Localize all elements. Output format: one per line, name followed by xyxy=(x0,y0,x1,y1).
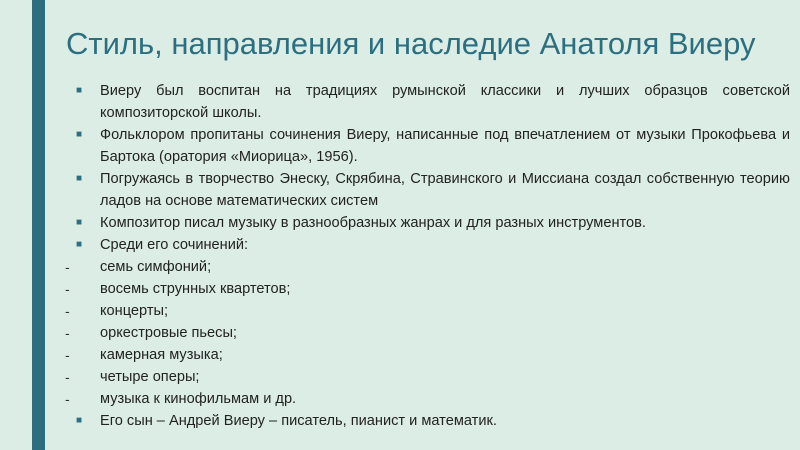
list-item xyxy=(76,80,790,124)
list-item-text: Композитор писал музыку в разнообразных жанрах и для разных инструментов. xyxy=(100,215,646,231)
sub-list-item xyxy=(65,344,790,366)
sub-list-item xyxy=(65,366,790,388)
sub-list-item xyxy=(65,388,790,410)
square-bullet-icon: ■ xyxy=(76,173,83,184)
dash-icon: - xyxy=(65,303,70,319)
list-item-text: концерты; xyxy=(100,303,169,319)
list-item-text: восемь струнных квартетов; xyxy=(100,281,291,297)
square-bullet-icon: ■ xyxy=(76,415,83,426)
sub-list-item xyxy=(65,256,790,278)
list-item-text: музыка к кинофильмам и др. xyxy=(100,391,297,407)
list-item-text: семь симфоний; xyxy=(100,259,212,275)
list-item xyxy=(76,234,790,256)
sub-list-item xyxy=(65,322,790,344)
list-item xyxy=(76,168,790,212)
list-item-text: Среди его сочинений: xyxy=(100,237,249,253)
sub-list-item xyxy=(65,300,790,322)
list-item-text: Фольклором пропитаны сочинения Виеру, написанные под впечатлением от музыки Прокофьева и Бартока (оратория «Миорица», 1956). xyxy=(100,127,790,165)
list-item-text: Виеру был воспитан на традициях румынской классики и лучших образцов советской композиторской школы. xyxy=(100,83,790,121)
list-item-text: четыре оперы; xyxy=(100,369,200,385)
dash-icon: - xyxy=(65,259,70,275)
list-item xyxy=(76,212,790,234)
list-item xyxy=(76,410,790,432)
dash-icon: - xyxy=(65,369,70,385)
dash-icon: - xyxy=(65,391,70,407)
list-item-text: оркестровые пьесы; xyxy=(100,325,237,341)
square-bullet-icon: ■ xyxy=(76,129,83,140)
dash-icon: - xyxy=(65,325,70,341)
dash-icon: - xyxy=(65,281,70,297)
list-item-text: Погружаясь в творчество Энеску, Скрябина, Стравинского и Миссиана создал собственную теорию ладов на основе математических систем xyxy=(100,171,790,209)
dash-icon: - xyxy=(65,347,70,363)
content-list xyxy=(65,80,790,432)
list-item-text: Его сын – Андрей Виеру – писатель, пианист и математик. xyxy=(100,413,497,429)
list-item-text: камерная музыка; xyxy=(100,347,223,363)
square-bullet-icon: ■ xyxy=(76,85,83,96)
list-item xyxy=(76,124,790,168)
accent-bar xyxy=(32,0,45,450)
slide-title: Стиль, направления и наследие Анатоля Виеру xyxy=(66,26,756,61)
sub-list-item xyxy=(65,278,790,300)
square-bullet-icon: ■ xyxy=(76,239,83,250)
square-bullet-icon: ■ xyxy=(76,217,83,228)
